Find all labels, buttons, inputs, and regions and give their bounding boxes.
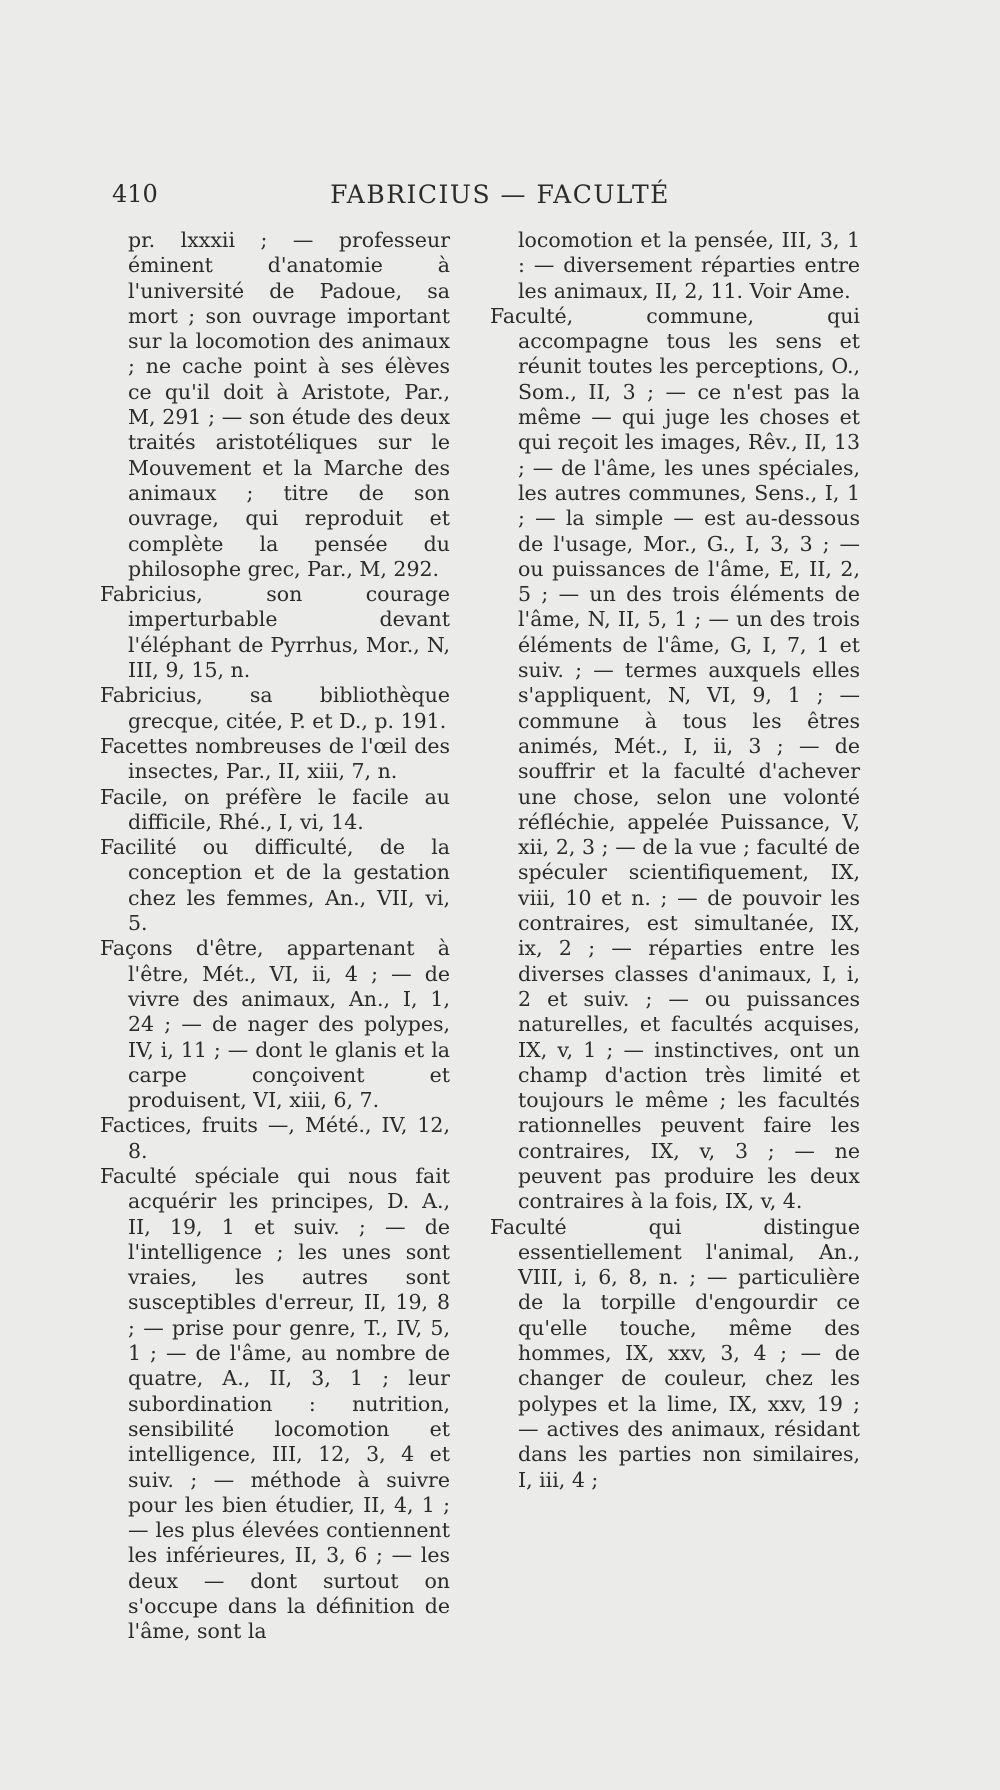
index-entry: Facilité ou difficulté, de la conception et de la gestation chez les femmes, An., VII, vi, 5.: [100, 835, 450, 936]
left-column: [100, 228, 450, 1645]
index-entry-continuation: locomotion et la pensée, III, 3, 1 : — diversement réparties entre les animaux, II, 2, 11. Voir Ame.: [518, 228, 860, 303]
index-entry: Faculté spéciale qui nous fait acquérir les principes, D. A., II, 19, 1 et suiv. ; — de l'intelligence ; les unes sont vraies, les autres sont susceptibles d'erreur, II, 19, 8 ; — prise pour genre, T., IV, 5, 1 ; — de l'âme, au nombre de quatre, A., II, 3, 1 ; leur subordination : nutrition, sensibilité locomotion et intelligence, III, 12, 3, 4 et suiv. ; — méthode à suivre pour les bien étudier, II, 4, 1 ; — les plus élevées contiennent les inférieures, II, 3, 6 ; — les deux — dont surtout on s'occupe dans la définition de l'âme, sont la: [100, 1163, 450, 1644]
right-column: [490, 228, 860, 1493]
index-entry: Façons d'être, appartenant à l'être, Mét., VI, ii, 4 ; — de vivre des animaux, An., I, 1, 24 ; — de nager des polypes, IV, i, 11 ; — dont le glanis et la carpe conçoivent et produisent, VI, xiii, 6, 7.: [100, 936, 450, 1113]
index-entry: Faculté, commune, qui accompagne tous les sens et réunit toutes les perceptions, O., Som., II, 3 ; — ce n'est pas la même — qui juge les choses et qui reçoit les images, Rêv., II, 13 ; — de l'âme, les unes spéciales, les autres communes, Sens., I, 1 ; — la simple — est au-dessous de l'usage, Mor., G., I, 3, 3 ; — ou puissances de l'âme, E, II, 2, 5 ; — un des trois éléments de l'âme, N, II, 5, 1 ; — un des trois éléments de l'âme, G, I, 7, 1 et suiv. ; — termes auxquels elles s'appliquent, N, VI, 9, 1 ; — commune à tous les êtres animés, Mét., I, ii, 3 ; — de souffrir et la faculté d'achever une chose, selon une volonté réfléchie, appelée Puissance, V, xii, 2, 3 ; — de la vue ; faculté de spéculer scientifiquement, IX, viii, 10 et n. ; — de pouvoir les contraires, est simultanée, IX, ix, 2 ; — réparties entre les diverses classes d'animaux, I, i, 2 et suiv. ; — ou puissances naturelles, et facultés acquises, IX, v, 1 ; — instinctives, ont un champ d'action très limité et toujours le même ; les facultés rationnelles peuvent faire les contraires, IX, v, 3 ; — ne peuvent pas produire les deux contraires à la fois, IX, v, 4.: [490, 303, 860, 1214]
index-entry: Facile, on préfère le facile au difficile, Rhé., I, vi, 14.: [100, 784, 450, 834]
page-header: [0, 180, 1000, 214]
index-entry: Factices, fruits —, Mété., IV, 12, 8.: [100, 1113, 450, 1163]
page-number: 410: [112, 180, 158, 208]
index-entry: pr. lxxxii ; — professeur éminent d'anatomie à l'université de Padoue, sa mort ; son ouvrage important sur la locomotion des animaux ; ne cache point à ses élèves ce qu'il doit à Aristote, Par., M, 291 ; — son étude des deux traités aristotéliques sur le Mouvement et la Marche des animaux ; titre de son ouvrage, qui reproduit et complète la pensée du philosophe grec, Par., M, 292.: [128, 228, 450, 581]
index-entry: Fabricius, sa bibliothèque grecque, citée, P. et D., p. 191.: [100, 683, 450, 733]
running-head: FABRICIUS — FACULTÉ: [330, 180, 670, 209]
index-entry: Facettes nombreuses de l'œil des insectes, Par., II, xiii, 7, n.: [100, 733, 450, 784]
index-entry: Faculté qui distingue essentiellement l'animal, An., VIII, i, 6, 8, n. ; — particulière de la torpille d'engourdir ce qu'elle touche, même des hommes, IX, xxv, 3, 4 ; — de changer de couleur, chez les polypes et la lime, IX, xxv, 19 ; — actives des animaux, résidant dans les parties non similaires, I, iii, 4 ;: [490, 1214, 860, 1492]
index-entry: Fabricius, son courage imperturbable devant l'éléphant de Pyrrhus, Mor., N, III, 9, 15, n.: [100, 582, 450, 683]
